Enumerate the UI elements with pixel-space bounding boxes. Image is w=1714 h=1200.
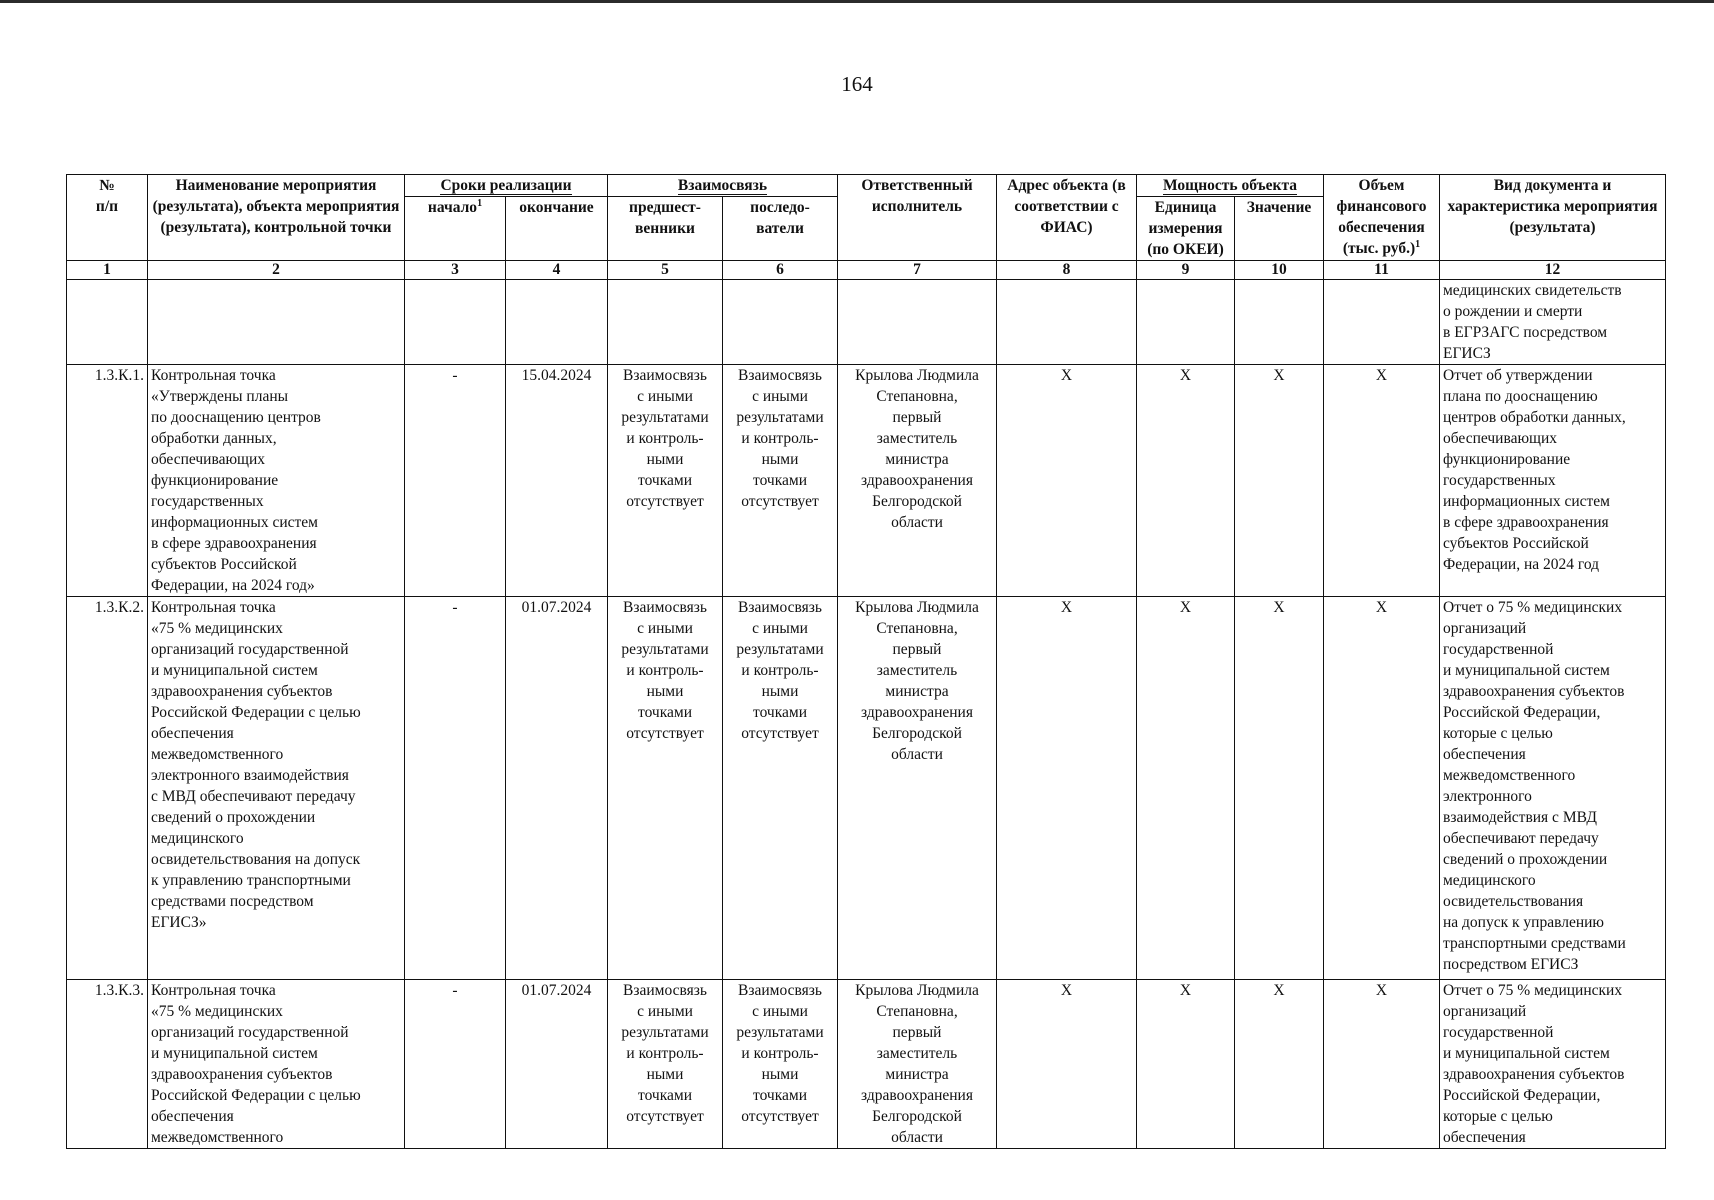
cell-document: Отчет о 75 % медицинских организаций государственной и муниципальной систем здравоохранения субъектов Российской Федерации, которые с целью обеспечения межведомственного электронного взаимодействия с МВД обеспечивают передачу сведений о прохождении медицинского освидетельствования на допуск к управлению транспортными средствами посредством ЕГИСЗ xyxy=(1440,597,1666,980)
header-address: Адрес объекта (в соответствии с ФИАС) xyxy=(997,175,1137,261)
column-number: 4 xyxy=(506,261,608,280)
cell-responsible: Крылова Людмила Степановна, первый заместитель министра здравоохранения Белгородской области xyxy=(838,980,997,1149)
page-number: 164 xyxy=(841,72,873,96)
cell-empty xyxy=(1324,280,1440,365)
table-header xyxy=(67,175,1666,280)
cell-empty xyxy=(506,280,608,365)
scan-top-edge xyxy=(0,0,1714,3)
plan-table xyxy=(66,174,1666,1149)
column-number: 12 xyxy=(1440,261,1666,280)
cell-unit: Х xyxy=(1137,597,1235,980)
header-number: № п/п xyxy=(67,175,148,261)
cell-document: медицинских свидетельств о рождении и смерти в ЕГРЗАГС посредством ЕГИСЗ xyxy=(1440,280,1666,365)
table-row xyxy=(67,597,1666,980)
cell-document: Отчет о 75 % медицинских организаций государственной и муниципальной систем здравоохранения субъектов Российской Федерации, которые с целью обеспечения xyxy=(1440,980,1666,1149)
cell-successors: Взаимосвязь с иными результатами и контроль- ными точками отсутствует xyxy=(723,597,838,980)
cell-row-number: 1.3.К.1. xyxy=(67,365,148,597)
cell-end-date: 15.04.2024 xyxy=(506,365,608,597)
cell-end-date: 01.07.2024 xyxy=(506,597,608,980)
cell-name: Контрольная точка «Утверждены планы по дооснащению центров обработки данных, обеспечивающих функционирование государственных информационных систем в сфере здравоохранения субъектов Российской Федерации, на 2024 год» xyxy=(148,365,405,597)
cell-unit: Х xyxy=(1137,365,1235,597)
cell-finance: Х xyxy=(1324,980,1440,1149)
column-number-row xyxy=(67,261,1666,280)
header-group-capacity: Мощность объекта xyxy=(1137,175,1324,197)
header-responsible: Ответственный исполнитель xyxy=(838,175,997,261)
column-number: 8 xyxy=(997,261,1137,280)
cell-name: Контрольная точка «75 % медицинских организаций государственной и муниципальной систем здравоохранения субъектов Российской Федерации с целью обеспечения межведомственного электронного взаимодействия с МВД обеспечивают передачу сведений о прохождении медицинского освидетельствования на допуск к управлению транспортными средствами посредством ЕГИСЗ» xyxy=(148,597,405,980)
cell-value: Х xyxy=(1235,980,1324,1149)
column-number: 2 xyxy=(148,261,405,280)
column-number: 9 xyxy=(1137,261,1235,280)
column-number: 11 xyxy=(1324,261,1440,280)
header-name: Наименование мероприятия (результата), объекта мероприятия (результата), контрольной точки xyxy=(148,175,405,261)
cell-empty xyxy=(608,280,723,365)
cell-row-number: 1.3.К.2. xyxy=(67,597,148,980)
header-group-link: Взаимосвязь xyxy=(608,175,838,197)
column-number: 7 xyxy=(838,261,997,280)
header-finance: Объем финансового обеспечения (тыс. руб.)$^1$ xyxy=(1324,175,1440,261)
cell-empty xyxy=(67,280,148,365)
cell-empty xyxy=(1137,280,1235,365)
cell-unit: Х xyxy=(1137,980,1235,1149)
cell-start-date: - xyxy=(405,597,506,980)
column-number: 1 xyxy=(67,261,148,280)
cell-address: Х xyxy=(997,597,1137,980)
header-group-dates: Сроки реализации xyxy=(405,175,608,197)
cell-address: Х xyxy=(997,980,1137,1149)
column-number: 10 xyxy=(1235,261,1324,280)
cell-value: Х xyxy=(1235,597,1324,980)
cell-finance: Х xyxy=(1324,597,1440,980)
header-end: окончание xyxy=(506,197,608,261)
cell-empty xyxy=(1235,280,1324,365)
cell-predecessors: Взаимосвязь с иными результатами и контроль- ными точками отсутствует xyxy=(608,597,723,980)
cell-responsible: Крылова Людмила Степановна, первый заместитель министра здравоохранения Белгородской области xyxy=(838,597,997,980)
header-start: начало$^1$ xyxy=(405,197,506,261)
header-value: Значение xyxy=(1235,197,1324,261)
column-number: 6 xyxy=(723,261,838,280)
cell-document: Отчет об утверждении плана по дооснащению центров обработки данных, обеспечивающих функционирование государственных информационных систем в сфере здравоохранения субъектов Российской Федерации, на 2024 год xyxy=(1440,365,1666,597)
header-unit: Единица измерения (по ОКЕИ) xyxy=(1137,197,1235,261)
column-number: 5 xyxy=(608,261,723,280)
cell-empty xyxy=(405,280,506,365)
cell-start-date: - xyxy=(405,980,506,1149)
cell-empty xyxy=(723,280,838,365)
header-predecessors: предшест- венники xyxy=(608,197,723,261)
column-number: 3 xyxy=(405,261,506,280)
cell-end-date: 01.07.2024 xyxy=(506,980,608,1149)
cell-start-date: - xyxy=(405,365,506,597)
cell-responsible: Крылова Людмила Степановна, первый заместитель министра здравоохранения Белгородской области xyxy=(838,365,997,597)
cell-address: Х xyxy=(997,365,1137,597)
cell-successors: Взаимосвязь с иными результатами и контроль- ными точками отсутствует xyxy=(723,980,838,1149)
cell-value: Х xyxy=(1235,365,1324,597)
cell-predecessors: Взаимосвязь с иными результатами и контроль- ными точками отсутствует xyxy=(608,365,723,597)
cell-row-number: 1.3.К.3. xyxy=(67,980,148,1149)
table-row xyxy=(67,365,1666,597)
header-document: Вид документа и характеристика мероприятия (результата) xyxy=(1440,175,1666,261)
cell-name: Контрольная точка «75 % медицинских организаций государственной и муниципальной систем здравоохранения субъектов Российской Федерации с целью обеспечения межведомственного xyxy=(148,980,405,1149)
cell-empty xyxy=(838,280,997,365)
table-row-continuation xyxy=(67,280,1666,365)
header-successors: последо- ватели xyxy=(723,197,838,261)
cell-empty xyxy=(997,280,1137,365)
cell-predecessors: Взаимосвязь с иными результатами и контроль- ными точками отсутствует xyxy=(608,980,723,1149)
cell-successors: Взаимосвязь с иными результатами и контроль- ными точками отсутствует xyxy=(723,365,838,597)
cell-finance: Х xyxy=(1324,365,1440,597)
cell-empty xyxy=(148,280,405,365)
table-row xyxy=(67,980,1666,1149)
